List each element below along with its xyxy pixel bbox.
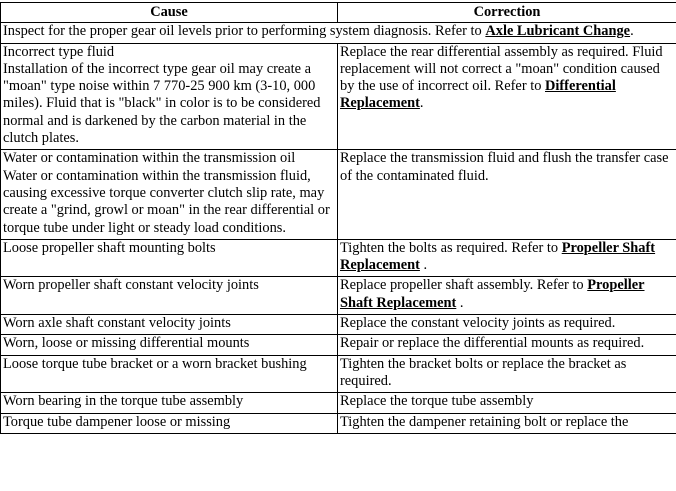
cause-cell [1, 393, 338, 413]
cause-title: Loose propeller shaft mounting bolts [3, 239, 216, 256]
cause-cell [1, 413, 338, 433]
table-row [1, 315, 676, 335]
correction-text: Tighten the bracket bolts or replace the bracket as required. [340, 355, 627, 389]
cause-title: Worn axle shaft constant velocity joints [3, 315, 231, 332]
table-row [1, 43, 676, 150]
correction-after: . [419, 95, 424, 112]
propeller-shaft-replacement-link[interactable]: Propeller Shaft Replacement [340, 239, 656, 274]
cause-cell [1, 43, 338, 150]
correction-text: Tighten the dampener retaining bolt or replace the [340, 413, 629, 430]
correction-cell [338, 277, 676, 315]
correction-text: Replace the transmission fluid and flush the transfer case of the contaminated fluid. [340, 150, 669, 184]
correction-after: . [419, 257, 428, 274]
correction-cell [338, 393, 676, 413]
intro-cell [1, 23, 676, 43]
correction-after: . [456, 294, 464, 311]
cause-cell [1, 335, 338, 355]
correction-cell [338, 355, 676, 393]
table-row [1, 355, 676, 393]
intro-text: Inspect for the proper gear oil levels prior to performing system diagnosis. Refer to [3, 23, 486, 40]
table-row [1, 393, 676, 413]
cause-title: Worn bearing in the torque tube assembly [3, 393, 244, 410]
correction-cell [338, 239, 676, 277]
axle-lubricant-change-link[interactable]: Axle Lubricant Change [485, 23, 631, 40]
cause-title: Incorrect type fluid [3, 43, 115, 60]
correction-text: Replace propeller shaft assembly. Refer to [340, 277, 588, 294]
correction-cell [338, 315, 676, 335]
cause-title: Water or contamination within the transmission oil [3, 150, 296, 167]
cause-title: Worn propeller shaft constant velocity joints [3, 277, 259, 294]
header-cause: Cause [1, 3, 338, 23]
table-row [1, 413, 676, 433]
cause-detail: Installation of the incorrect type gear oil may create a "moan" type noise within 7 770-25 900 km (3-10, 000 miles). Fluid that is "black" in color is to be considered normal and is darkened by the carbon material in the clutch plates. [3, 60, 321, 147]
propeller-shaft-replacement-link[interactable]: Propeller Shaft Replacement [340, 277, 645, 311]
cause-detail: Water or contamination within the transmission fluid, causing excessive torque converter clutch slip rate, may create a "grind, growl or moan" in the rear differential or torque tube under light or steady load conditions. [3, 167, 330, 236]
correction-text: Repair or replace the differential mounts as required. [340, 335, 645, 352]
header-row [1, 3, 676, 23]
cause-cell [1, 150, 338, 239]
cause-cell [1, 239, 338, 277]
diagnostic-table-container [0, 2, 676, 434]
table-row [1, 150, 676, 239]
cause-cell [1, 315, 338, 335]
correction-cell [338, 150, 676, 239]
correction-cell [338, 43, 676, 150]
cause-title: Worn, loose or missing differential mounts [3, 335, 250, 352]
correction-text: Replace the constant velocity joints as required. [340, 315, 616, 332]
table-row [1, 239, 676, 277]
intro-after: . [630, 23, 634, 40]
correction-text: Replace the rear differential assembly as required. Fluid replacement will not correct a "moan" condition caused by the use of incorrect oil. Refer to [340, 43, 663, 95]
correction-cell [338, 413, 676, 433]
table-row [1, 277, 676, 315]
cause-title: Torque tube dampener loose or missing [3, 413, 231, 430]
header-correction: Correction [338, 3, 676, 23]
cause-cell [1, 277, 338, 315]
table-row [1, 335, 676, 355]
intro-row [1, 23, 676, 43]
cause-correction-table [0, 2, 676, 434]
correction-cell [338, 335, 676, 355]
cause-cell [1, 355, 338, 393]
differential-replacement-link[interactable]: Differential Replacement [340, 78, 616, 112]
cause-title: Loose torque tube bracket or a worn bracket bushing [3, 355, 307, 372]
correction-text: Tighten the bolts as required. Refer to [340, 239, 562, 256]
correction-text: Replace the torque tube assembly [340, 393, 534, 410]
